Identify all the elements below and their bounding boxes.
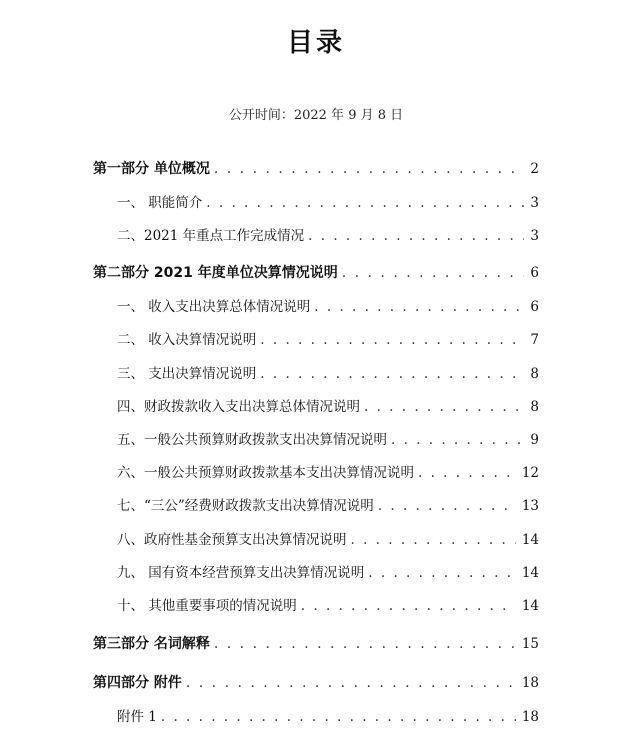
toc-leader-dots: [314, 299, 524, 315]
toc-entry-page: 18: [521, 709, 539, 725]
toc-entry-page: 18: [521, 675, 539, 691]
toc-entry-page: 14: [521, 565, 539, 581]
publish-date: 公开时间：2022 年 9 月 8 日: [228, 108, 404, 123]
toc-entry-label: 第四部分 附件: [93, 675, 182, 691]
toc-entry-label: 第二部分 2021 年度单位决算情况说明: [93, 265, 338, 281]
toc-entry-page: 9: [530, 432, 539, 448]
toc-leader-dots: [391, 432, 524, 448]
toc-entry-label: 三、 支出决算情况说明: [117, 366, 257, 382]
toc-entry[interactable]: [117, 561, 539, 581]
toc-entry[interactable]: [117, 224, 539, 244]
toc-entry-page: 14: [521, 532, 539, 548]
toc-leader-dots: [301, 598, 516, 614]
toc-entry-page: 7: [530, 332, 539, 348]
toc-entry[interactable]: [117, 705, 539, 725]
toc-entry-label: 附件 1: [117, 709, 157, 725]
toc-leader-dots: [260, 366, 524, 382]
toc-entry[interactable]: [117, 428, 539, 448]
toc-entry-label: 九、 国有资本经营预算支出决算情况说明: [117, 565, 365, 581]
toc-entry-page: 2: [530, 161, 539, 177]
toc-entry-label: 七、“三公”经费财政拨款支出决算情况说明: [117, 498, 374, 514]
toc-entry-label: 第一部分 单位概况: [93, 161, 210, 177]
toc-leader-dots: [214, 161, 525, 177]
toc-entry[interactable]: [93, 672, 539, 692]
toc-entry-page: 3: [530, 195, 539, 211]
toc-entry-label: 一、 收入支出决算总体情况说明: [117, 299, 311, 315]
toc-leader-dots: [418, 465, 516, 481]
toc-entry-page: 8: [530, 366, 539, 382]
toc-entry-page: 12: [521, 465, 539, 481]
toc-entry-label: 二、2021 年重点工作完成情况: [117, 228, 305, 244]
toc-leader-dots: [260, 332, 524, 348]
toc-leader-dots: [214, 636, 516, 652]
toc-entry-page: 3: [530, 228, 539, 244]
toc-entry-label: 五、一般公共预算财政拨款支出决算情况说明: [117, 432, 387, 448]
toc-entry-label: 二、 收入决算情况说明: [117, 332, 257, 348]
toc-leader-dots: [364, 399, 524, 415]
toc-leader-dots: [186, 675, 516, 691]
toc-entry[interactable]: [117, 395, 539, 415]
toc-entry-label: 一、 职能简介: [117, 195, 203, 211]
toc-entry-label: 十、 其他重要事项的情况说明: [117, 598, 297, 614]
toc-entry[interactable]: [93, 262, 539, 282]
toc-entry-label: 四、财政拨款收入支出决算总体情况说明: [117, 399, 360, 415]
toc-entry[interactable]: [93, 158, 539, 178]
toc-entry[interactable]: [117, 594, 539, 614]
toc-entry-label: 六、一般公共预算财政拨款基本支出决算情况说明: [117, 465, 414, 481]
toc-entry-page: 6: [530, 299, 539, 315]
toc-leader-dots: [308, 228, 524, 244]
toc-leader-dots: [342, 265, 525, 281]
toc-entry-page: 8: [530, 399, 539, 415]
toc-entry[interactable]: [117, 191, 539, 211]
toc-leader-dots: [368, 565, 516, 581]
toc-leader-dots: [161, 709, 516, 725]
toc-entry-page: 13: [521, 498, 539, 514]
toc-entry[interactable]: [93, 633, 539, 653]
toc-entry[interactable]: [117, 295, 539, 315]
toc-entry-page: 6: [530, 265, 539, 281]
toc-entry-label: 八、政府性基金预算支出决算情况说明: [117, 532, 347, 548]
toc-entry-page: 14: [521, 598, 539, 614]
toc-leader-dots: [351, 532, 516, 548]
toc-entry[interactable]: [117, 328, 539, 348]
toc-leader-dots: [206, 195, 524, 211]
toc-entry-page: 15: [521, 636, 539, 652]
toc-entry[interactable]: [117, 494, 539, 514]
toc-entry[interactable]: [117, 528, 539, 548]
page-title: 目录: [286, 28, 345, 58]
toc-leader-dots: [378, 498, 516, 514]
toc-entry[interactable]: [117, 362, 539, 382]
toc-entry[interactable]: [117, 461, 539, 481]
toc-entry-label: 第三部分 名词解释: [93, 636, 210, 652]
